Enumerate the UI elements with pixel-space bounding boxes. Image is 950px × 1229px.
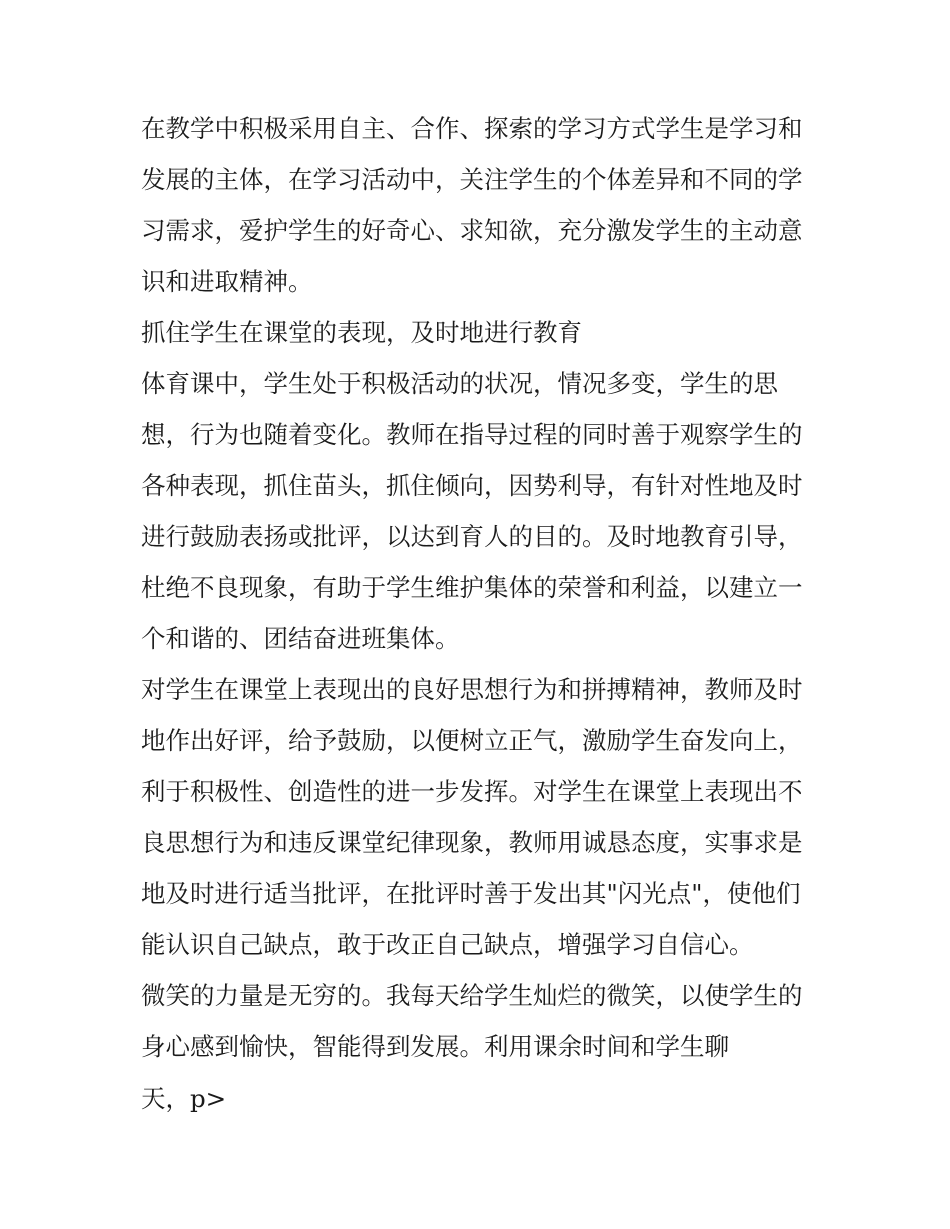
text-line: 地作出好评，给予鼓励，以便树立正气，激励学生奋发向上，: [141, 726, 803, 755]
text-line: 天，p>: [141, 1084, 227, 1113]
text-line: 身心感到愉快，智能得到发展。利用课余时间和学生聊: [141, 1032, 729, 1061]
text-line: 利于积极性、创造性的进一步发挥。对学生在课堂上表现出不: [141, 777, 803, 806]
text-line: 各种表现，抓住苗头，抓住倾向，因势利导，有针对性地及时: [141, 471, 803, 500]
text-line: 进行鼓励表扬或批评，以达到育人的目的。及时地教育引导，: [141, 522, 803, 551]
text-line: 发展的主体，在学习活动中，关注学生的个体差异和不同的学: [141, 165, 803, 194]
text-line: 对学生在课堂上表现出的良好思想行为和拼搏精神，教师及时: [141, 675, 803, 704]
text-line: 微笑的力量是无穷的。我每天给学生灿烂的微笑，以使学生的: [141, 981, 803, 1010]
text-line: 能认识自己缺点，敢于改正自己缺点，增强学习自信心。: [141, 930, 754, 959]
section-heading: 抓住学生在课堂的表现，及时地进行教育: [141, 318, 582, 347]
text-line: 良思想行为和违反课堂纪律现象，教师用诚恳态度，实事求是: [141, 828, 803, 857]
text-line: 在教学中积极采用自主、合作、探索的学习方式学生是学习和: [141, 114, 803, 143]
text-line: 识和进取精神。: [141, 267, 313, 296]
text-line: 想，行为也随着变化。教师在指导过程的同时善于观察学生的: [141, 420, 803, 449]
text-line: 地及时进行适当批评，在批评时善于发出其"闪光点"，使他们: [141, 879, 801, 908]
text-line: 习需求，爱护学生的好奇心、求知欲，充分激发学生的主动意: [141, 216, 803, 245]
text-line: 杜绝不良现象，有助于学生维护集体的荣誉和利益，以建立一: [141, 573, 803, 602]
text-line: 个和谐的、团结奋进班集体。: [141, 624, 460, 653]
document-body: [141, 108, 821, 1129]
text-line: 体育课中，学生处于积极活动的状况，情况多变，学生的思: [141, 369, 778, 398]
